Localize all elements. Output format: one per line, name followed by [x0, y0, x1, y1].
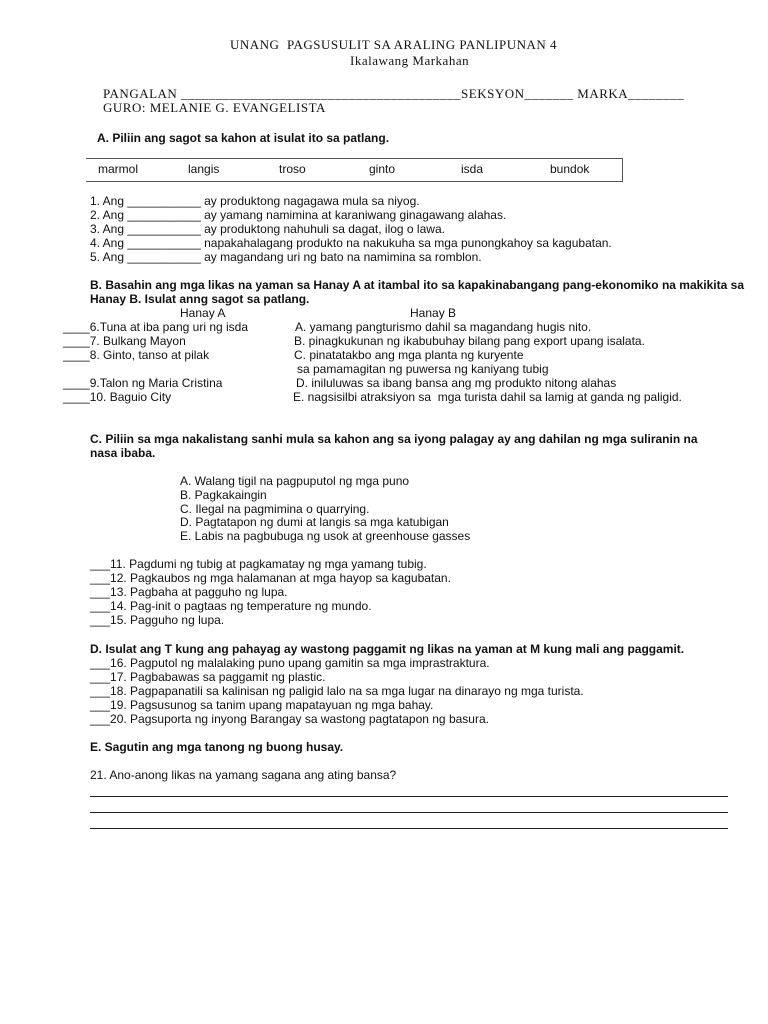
name-section-marka-line: PANGALAN ________________________________________SEKSYON_______ MARKA________ [103, 86, 685, 101]
section-e-heading: E. Sagutin ang mga tanong ng buong husay. [90, 740, 344, 754]
true-false-item: ___18. Pagpapanatili sa kalinisan ng paligid lalo na sa mga lugar na dinarayo ng mga turista. [90, 684, 584, 698]
matching-item-a: ____7. Bulkang Mayon [63, 334, 186, 348]
matching-item-a: ____6.Tuna at iba pang uri ng isda [63, 320, 249, 334]
column-b-header: Hanay B [410, 306, 457, 320]
exam-subtitle: Ikalawang Markahan [350, 53, 470, 68]
problem-item: ___15. Pagguho ng lupa. [90, 613, 225, 627]
section-b-heading-cont: Hanay B. Isulat anng sagot sa patlang. [90, 292, 310, 306]
section-b-heading: B. Basahin ang mga likas na yaman sa Hanay A at itambal ito sa kapakinabangang pang-ekonomiko na makikita sa [90, 278, 744, 292]
cause-choice: E. Labis na pagbubuga ng usok at greenhouse gasses [180, 529, 471, 543]
section-c-heading: C. Piliin sa mga nakalistang sanhi mula sa kahon ang sa iyong palagay ay ang dahilan ng mga suliranin na [90, 432, 698, 446]
matching-item-b: D. iniluluwas sa ibang bansa ang mg produkto nitong alahas [296, 376, 617, 390]
teacher-line: GURO: MELANIE G. EVANGELISTA [103, 100, 326, 115]
matching-item-b-cont: sa pamamagitan ng puwersa ng kaniyang tubig [297, 362, 549, 376]
problem-item: ___14. Pag-init o pagtaas ng temperature ng mundo. [90, 599, 372, 613]
word-bank-item: marmol [98, 162, 139, 176]
problem-item: ___13. Pagbaha at pagguho ng lupa. [90, 585, 288, 599]
answer-line [90, 828, 728, 829]
matching-item-a: ____8. Ginto, tanso at pilak [63, 348, 210, 362]
section-a-heading: A. Piliin ang sagot sa kahon at isulat ito sa patlang. [97, 131, 390, 145]
matching-item-a: ____10. Baguio City [63, 390, 172, 404]
cause-choice: C. Ilegal na pagmimina o quarrying. [180, 502, 370, 516]
matching-item-b: E. nagsisilbi atraksiyon sa mga turista dahil sa lamig at ganda ng paligid. [293, 390, 682, 404]
column-a-header: Hanay A [180, 306, 226, 320]
matching-item-a: ____9.Talon ng Maria Cristina [63, 376, 223, 390]
matching-item-b: C. pinatatakbo ang mga planta ng kuryente [294, 348, 524, 362]
section-c-heading-cont: nasa ibaba. [90, 446, 156, 460]
question-item: 2. Ang ___________ ay yamang namimina at karaniwang ginagawang alahas. [90, 208, 507, 222]
question-item: 3. Ang ___________ ay produktong nahuhuli sa dagat, ilog o lawa. [90, 222, 445, 236]
matching-item-b: A. yamang pangturismo dahil sa magandang hugis nito. [295, 320, 592, 334]
true-false-item: ___20. Pagsuporta ng inyong Barangay sa wastong pagtatapon ng basura. [90, 712, 489, 726]
exam-title: UNANG PAGSUSULIT SA ARALING PANLIPUNAN 4 [230, 37, 558, 52]
true-false-item: ___16. Pagputol ng malalaking puno upang gamitin sa mga imprastraktura. [90, 656, 490, 670]
section-d-heading: D. Isulat ang T kung ang pahayag ay wastong paggamit ng likas na yaman at M kung mali ang paggamit. [90, 642, 685, 656]
essay-question: 21. Ano-anong likas na yamang sagana ang ating bansa? [90, 768, 397, 782]
true-false-item: ___19. Pagsusunog sa tanim upang mapatayuan ng mga bahay. [90, 698, 434, 712]
question-item: 4. Ang ___________ napakahalagang produkto na nakukuha sa mga punongkahoy sa kagubatan. [90, 236, 612, 250]
word-bank-item: langis [188, 162, 220, 176]
cause-choice: D. Pagtatapon ng dumi at langis sa mga katubigan [180, 515, 449, 529]
problem-item: ___11. Pagdumi ng tubig at pagkamatay ng mga yamang tubig. [90, 557, 427, 571]
true-false-item: ___17. Pagbabawas sa paggamit ng plastic. [90, 670, 326, 684]
cause-choice: B. Pagkakaingin [180, 488, 267, 502]
word-bank-item: isda [461, 162, 484, 176]
word-bank-item: troso [279, 162, 306, 176]
word-bank-item: ginto [369, 162, 396, 176]
word-bank-item: bundok [550, 162, 590, 176]
answer-line [90, 796, 728, 797]
problem-item: ___12. Pagkaubos ng mga halamanan at mga hayop sa kagubatan. [90, 571, 451, 585]
matching-item-b: B. pinagkukunan ng ikabubuhay bilang pang export upang isalata. [294, 334, 645, 348]
word-bank-box [86, 158, 623, 182]
question-item: 1. Ang ___________ ay produktong nagagawa mula sa niyog. [90, 194, 420, 208]
cause-choice: A. Walang tigil na pagpuputol ng mga puno [180, 474, 410, 488]
question-item: 5. Ang ___________ ay magandang uri ng bato na namimina sa romblon. [90, 250, 482, 264]
answer-line [90, 812, 728, 813]
